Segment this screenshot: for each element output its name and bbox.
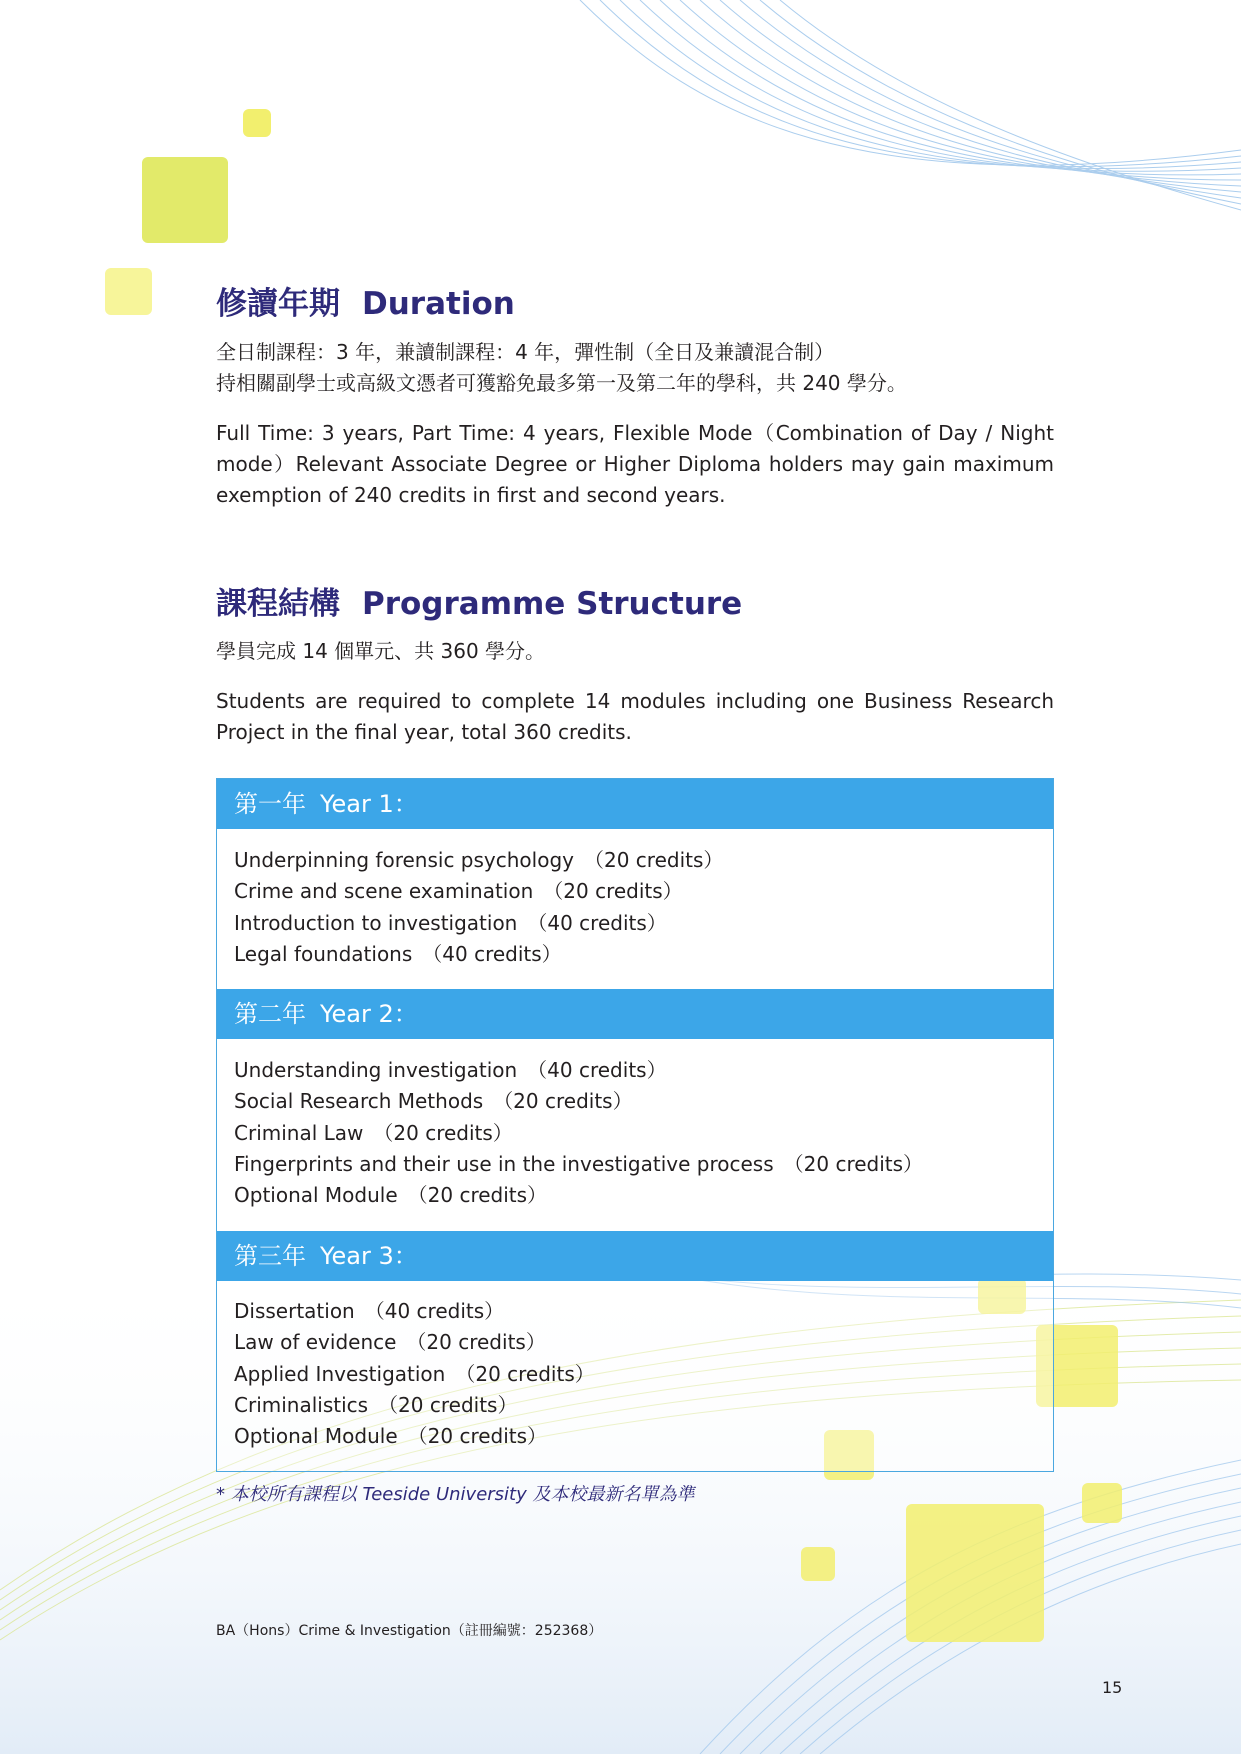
module-name: Fingerprints and their use in the investigative process [234,1151,774,1176]
structure-en-text: Students are required to complete 14 modules including one Business Research Project in the final year, total 360 credits. [216,689,1054,744]
module-credits: （20 credits） [407,1424,548,1449]
deco-square [801,1547,835,1581]
duration-heading [216,278,515,323]
module-item [234,1149,923,1180]
module-item [234,1086,923,1117]
module-name: Social Research Methods [234,1089,484,1114]
year-label-en: Year 3： [320,1242,418,1270]
module-credits: （20 credits） [373,1120,513,1145]
module-name: Optional Module [234,1183,398,1208]
module-name: Applied Investigation [234,1361,446,1386]
duration-zh-line: 全日制課程：3 年，兼讀制課程：4 年，彈性制（全日及兼讀混合制） [216,340,835,364]
duration-heading-zh: 修讀年期 [216,286,340,322]
year-label-en: Year 1： [320,790,418,818]
year-2-header [217,989,1053,1039]
programme-footer: BA（Hons）Crime & Investigation（註冊編號：252368） [216,1623,603,1639]
module-item [234,1327,595,1358]
year-label-zh: 第一年 [234,790,306,818]
module-credits: （20 credits） [406,1330,546,1355]
page-number: 15 [1102,1678,1123,1697]
module-credits: （20 credits） [493,1089,633,1114]
module-name: Criminalistics [234,1392,369,1417]
module-item [234,908,723,939]
module-credits: （20 credits） [583,848,724,872]
module-name: Legal foundations [234,941,413,966]
module-credits: （40 credits） [364,1299,505,1323]
module-credits: （40 credits） [422,941,562,966]
footnote: * 本校所有課程以 Teeside University 及本校最新名單為準 [216,1484,695,1505]
year-3-header [217,1231,1053,1281]
module-credits: （40 credits） [527,1058,667,1082]
module-item [234,845,723,876]
module-name: Introduction to investigation [234,910,518,935]
year-1-header [217,779,1053,829]
module-credits: （20 credits） [378,1392,518,1417]
module-item [234,1359,595,1390]
duration-heading-en: Duration [362,286,515,322]
module-credits: （40 credits） [527,910,667,935]
module-item [234,876,723,907]
module-item [234,1421,595,1452]
modules-table [216,778,1054,1472]
structure-heading [216,578,742,623]
module-name: Understanding investigation [234,1058,518,1082]
module-item [234,1055,923,1086]
duration-zh-text [216,337,1054,399]
module-name: Criminal Law [234,1120,364,1145]
module-name: Crime and scene examination [234,879,534,904]
module-credits: （20 credits） [407,1183,548,1208]
module-credits: （20 credits） [783,1151,924,1176]
deco-square [105,268,152,315]
structure-heading-zh: 課程結構 [216,586,340,622]
module-item [234,1118,923,1149]
module-item [234,1296,595,1327]
year-2-module-list [234,1055,923,1211]
structure-zh-text: 學員完成 14 個單元、共 360 學分。 [216,639,546,663]
deco-square [142,157,228,243]
module-name: Dissertation [234,1299,355,1323]
duration-en-text: Full Time: 3 years, Part Time: 4 years, Flexible Mode（Combination of Day / Night mode）Relevant Associate Degree or Higher Diploma holders may gain maximum exemption of 240 credits in first and second years. [216,421,1054,507]
year-3-module-list [234,1296,595,1452]
wave-decoration-top [560,0,1241,240]
deco-square [243,109,271,137]
year-1-module-list [234,845,723,970]
deco-square [906,1504,1044,1642]
duration-zh-line: 持相關副學士或高級文憑者可獲豁免最多第一及第二年的學科，共 240 學分。 [216,371,907,395]
module-name: Law of evidence [234,1330,397,1355]
module-item [234,1390,595,1421]
module-credits: （20 credits） [455,1361,595,1386]
structure-heading-en: Programme Structure [362,586,743,622]
module-credits: （20 credits） [543,879,683,904]
year-label-zh: 第二年 [234,1000,306,1028]
year-label-en: Year 2： [320,1000,418,1028]
deco-square [1082,1483,1122,1523]
module-name: Optional Module [234,1424,398,1449]
module-item [234,1180,923,1211]
module-item [234,939,723,970]
year-label-zh: 第三年 [234,1242,306,1270]
module-name: Underpinning forensic psychology [234,848,574,872]
